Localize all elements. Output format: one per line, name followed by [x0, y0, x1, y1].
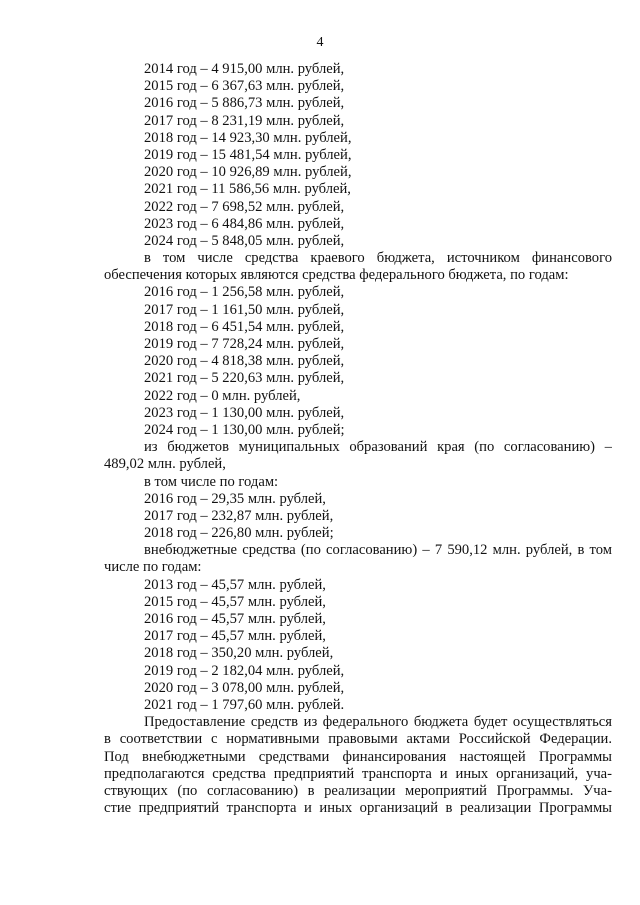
list-item: 2016 год – 1 256,58 млн. рублей,	[144, 284, 345, 301]
list-item: 2022 год – 0 млн. рублей,	[144, 387, 301, 404]
list-item: 2019 год – 7 728,24 млн. рублей,	[144, 336, 345, 352]
document-body	[104, 61, 612, 817]
paragraph-line: Под внебюджетными средствами финансирования настоящей Программы	[104, 748, 612, 765]
paragraph-line: в том числе средства краевого бюджета, источником финансового	[144, 250, 612, 267]
list-item: 2016 год – 45,57 млн. рублей,	[144, 611, 326, 627]
federal-funds-years-list	[104, 284, 612, 439]
paragraph-line: 489,02 млн. рублей,	[104, 456, 226, 473]
list-item: 2017 год – 232,87 млн. рублей,	[144, 507, 334, 524]
paragraph-line: внебюджетные средства (по согласованию) – 7 590,12 млн. рублей, в том	[144, 542, 612, 559]
page-number: 4	[316, 35, 324, 50]
list-item: 2018 год – 14 923,30 млн. рублей,	[144, 129, 352, 146]
list-item: 2020 год – 4 818,38 млн. рублей,	[144, 353, 345, 370]
list-item: 2016 год – 5 886,73 млн. рублей,	[144, 95, 345, 112]
list-item: 2022 год – 7 698,52 млн. рублей,	[144, 198, 345, 215]
list-item: 2016 год – 29,35 млн. рублей,	[144, 490, 326, 507]
extrabudgetary-funds-years-list	[104, 577, 612, 715]
list-item: 2021 год – 1 797,60 млн. рублей.	[144, 696, 345, 713]
list-item: 2019 год – 15 481,54 млн. рублей,	[144, 146, 352, 163]
list-item: 2018 год – 350,20 млн. рублей,	[144, 645, 334, 662]
regional-budget-years-list	[104, 61, 612, 250]
list-item: 2019 год – 2 182,04 млн. рублей,	[144, 662, 345, 679]
final-paragraph	[104, 714, 612, 817]
paragraph-line: обеспечения которых являются средства федерального бюджета, по годам:	[104, 267, 569, 284]
list-item: 2013 год – 45,57 млн. рублей,	[144, 576, 326, 593]
federal-funds-paragraph	[104, 250, 612, 284]
paragraph-line: в соответствии с нормативными правовыми актами Российской Федерации.	[104, 731, 612, 748]
paragraph-line: ствующих (по согласованию) в реализации мероприятий Программы. Уча-	[104, 782, 612, 799]
list-item: 2020 год – 10 926,89 млн. рублей,	[144, 164, 352, 181]
paragraph-line: предполагаются средства предприятий транспорта и иных организаций, уча-	[104, 765, 612, 782]
paragraph-line: Предоставление средств из федерального бюджета будет осуществляться	[144, 714, 612, 731]
extrabudgetary-funds-paragraph	[104, 542, 612, 576]
paragraph-line: в том числе по годам:	[144, 473, 279, 490]
list-item: 2015 год – 6 367,63 млн. рублей,	[144, 78, 345, 95]
list-item: 2015 год – 45,57 млн. рублей,	[144, 593, 326, 610]
list-item: 2017 год – 45,57 млн. рублей,	[144, 628, 326, 645]
list-item: 2021 год – 5 220,63 млн. рублей,	[144, 370, 345, 387]
paragraph-line: числе по годам:	[104, 559, 202, 576]
municipal-funds-paragraph	[104, 439, 612, 491]
list-item: 2018 год – 6 451,54 млн. рублей,	[144, 318, 345, 335]
municipal-funds-years-list	[104, 491, 612, 543]
list-item: 2021 год – 11 586,56 млн. рублей,	[144, 181, 351, 198]
list-item: 2017 год – 1 161,50 млн. рублей,	[144, 301, 345, 318]
list-item: 2023 год – 1 130,00 млн. рублей,	[144, 404, 345, 421]
list-item: 2024 год – 1 130,00 млн. рублей;	[144, 421, 345, 438]
list-item: 2014 год – 4 915,00 млн. рублей,	[144, 61, 345, 77]
list-item: 2018 год – 226,80 млн. рублей;	[144, 525, 334, 542]
list-item: 2020 год – 3 078,00 млн. рублей,	[144, 679, 345, 696]
paragraph-line: стие предприятий транспорта и иных организаций в реализации Программы	[104, 800, 612, 817]
paragraph-line: из бюджетов муниципальных образований края (по согласованию) –	[144, 439, 612, 456]
list-item: 2017 год – 8 231,19 млн. рублей,	[144, 112, 345, 129]
list-item: 2024 год – 5 848,05 млн. рублей,	[144, 232, 345, 249]
list-item: 2023 год – 6 484,86 млн. рублей,	[144, 215, 345, 232]
